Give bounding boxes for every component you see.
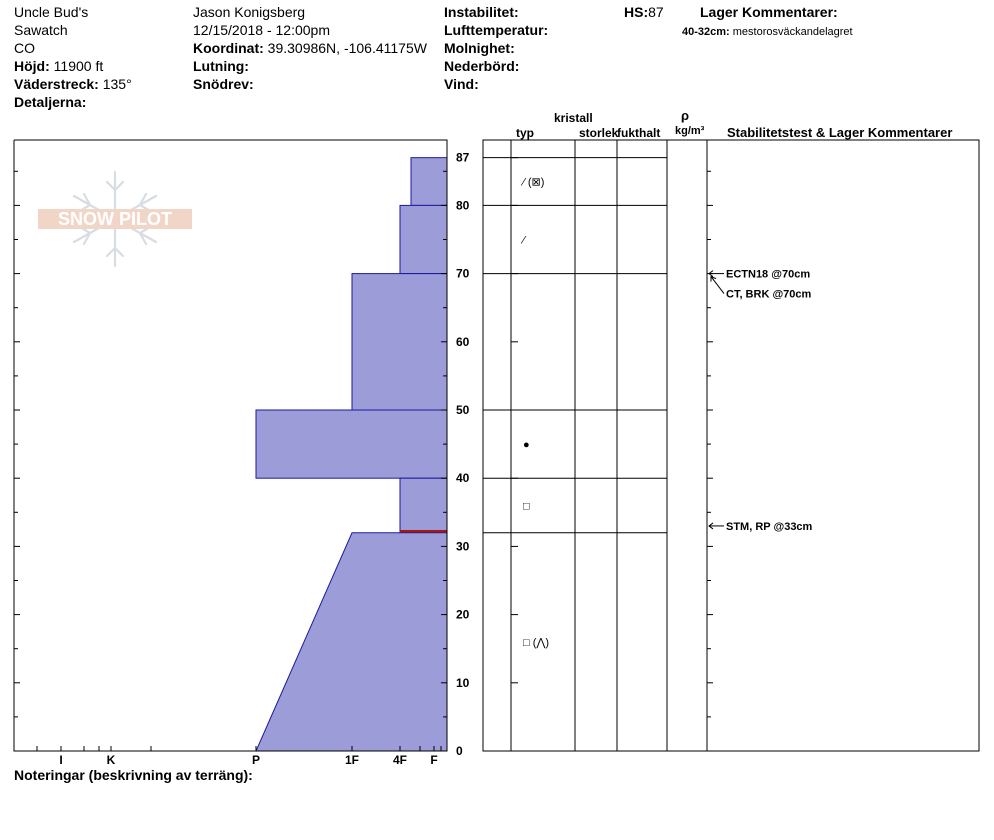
layer-comment-text: mestorosväckandelagret	[732, 26, 853, 38]
y-tick-label: 70	[456, 266, 470, 281]
location-name: Uncle Bud's	[14, 4, 89, 20]
stability-tests	[709, 269, 813, 533]
stability-test-label: STM, RP @33cm	[726, 520, 813, 533]
state-name: CO	[14, 40, 35, 56]
x-tick-label: 1F	[344, 753, 360, 767]
snowpilot-logo-text: SNOW PILOT	[58, 209, 172, 229]
y-tick-label: 0	[456, 744, 463, 758]
col-moisture: fukthalt	[617, 126, 661, 140]
grain-symbols	[520, 177, 549, 649]
x-tick-label: 4F	[392, 753, 408, 767]
hardness-layer-5	[256, 533, 447, 751]
aspect-value: 135°	[102, 76, 132, 92]
y-tick-label: 30	[456, 539, 470, 554]
layer-comments-label: Lager Kommentarer:	[700, 4, 838, 20]
wind-loading-label: Snödrev:	[193, 76, 254, 92]
col-size: storlek	[579, 126, 619, 140]
slope-label: Lutning:	[193, 58, 249, 74]
snowpilot-logo	[38, 172, 192, 266]
layer-comment-range: 40-32cm:	[682, 26, 730, 38]
grain-type-symbol: □	[523, 500, 530, 513]
air-temp-label: Lufttemperatur:	[444, 22, 549, 38]
aspect-label: Väderstreck:	[14, 76, 99, 92]
y-tick-label: 50	[456, 403, 470, 417]
terrain-notes-label: Noteringar (beskrivning av terräng):	[14, 767, 253, 783]
grain-type-symbol: □ (⋀)	[523, 636, 550, 649]
hardness-layer-2	[352, 274, 447, 410]
hardness-layer-3	[256, 410, 447, 478]
precip-label: Nederbörd:	[444, 58, 520, 74]
y-tick-label: 10	[456, 675, 470, 690]
stability-arrow	[711, 277, 724, 294]
coord-value: 39.30986N, -106.41175W	[267, 40, 427, 56]
col-rho: ρ	[681, 108, 690, 123]
col-crystal: kristall	[554, 111, 593, 125]
details-label: Detaljerna:	[14, 94, 87, 110]
hardness-layer-1	[400, 205, 447, 273]
stability-test-label: CT, BRK @70cm	[726, 288, 812, 301]
y-tick-label: 60	[456, 334, 470, 349]
grain-type-symbol: ⁄	[523, 234, 525, 247]
grain-type-symbol: ⁄ (⊠)	[523, 176, 545, 189]
wind-label: Vind:	[444, 76, 479, 92]
hs-value: 87	[648, 4, 664, 20]
observer-name: Jason Konigsberg	[193, 4, 306, 20]
coord-label: Koordinat:	[193, 40, 264, 56]
observation-datetime: 12/15/2018 - 12:00pm	[193, 22, 330, 38]
x-tick-label: I	[59, 753, 63, 767]
y-tick-label: 40	[456, 471, 470, 486]
x-tick-label: F	[430, 753, 438, 767]
hardness-layer-4	[400, 478, 447, 533]
stability-test-label: ECTN18 @70cm	[726, 268, 811, 281]
y-tick-label: 80	[456, 198, 470, 213]
x-tick-label: K	[106, 753, 116, 767]
hs-label: HS:	[624, 4, 649, 20]
hardness-profile	[256, 158, 447, 751]
table-frame	[483, 140, 979, 751]
col-type: typ	[516, 126, 534, 140]
y-tick-label: 20	[456, 607, 470, 622]
sky-label: Molnighet:	[444, 40, 515, 56]
grain-type-symbol: ●	[523, 439, 530, 452]
layer-table	[483, 140, 979, 751]
x-tick-label: P	[251, 753, 261, 767]
hardness-layer-0	[411, 158, 447, 206]
col-density-unit: kg/m³	[675, 125, 705, 137]
instability-label: Instabilitet:	[444, 4, 519, 20]
elevation-label: Höjd:	[14, 58, 50, 74]
elevation-value: 11900 ft	[53, 58, 104, 74]
col-stability: Stabilitetstest & Lager Kommentarer	[727, 125, 953, 140]
y-tick-label: 87	[456, 150, 470, 165]
range-name: Sawatch	[14, 22, 68, 38]
